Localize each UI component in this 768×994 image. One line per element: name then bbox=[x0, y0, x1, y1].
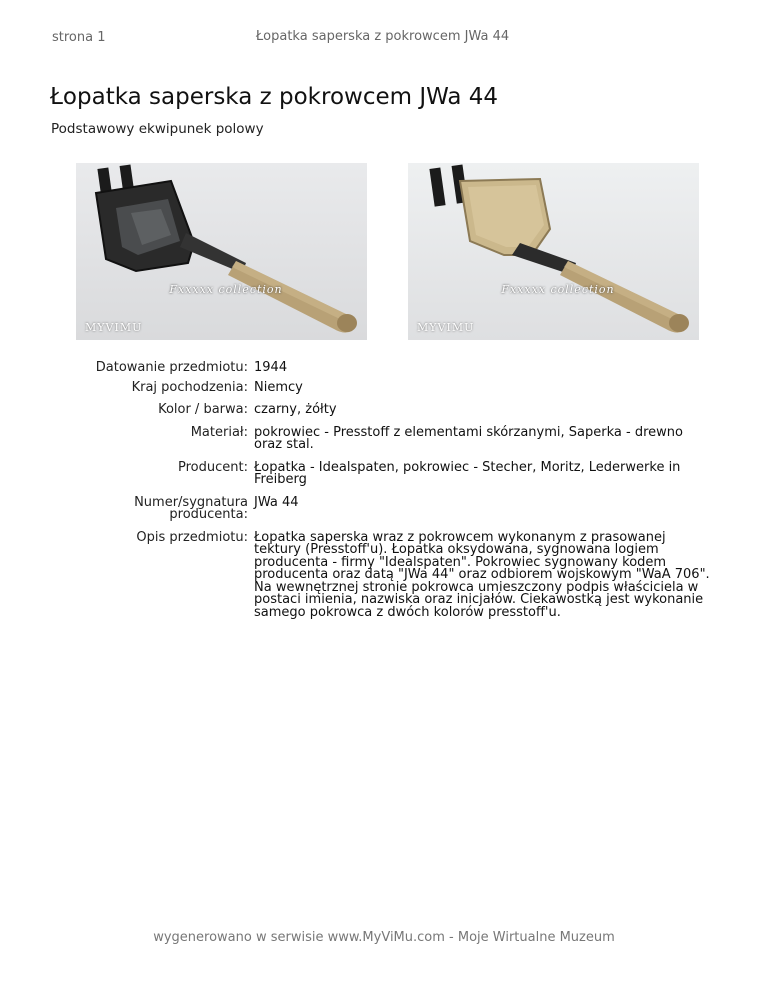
collection-watermark: Fxxxxx collection bbox=[169, 283, 283, 296]
photo-front[interactable] bbox=[76, 163, 367, 340]
detail-label: Opis przedmiotu: bbox=[136, 529, 248, 545]
detail-row-producer bbox=[0, 459, 768, 487]
detail-row-country bbox=[0, 379, 768, 395]
detail-label: Kolor / barwa: bbox=[158, 402, 248, 417]
detail-value: Łopatka saperska wraz z pokrowcem wykonanym z prasowanej tektury (Presstoff'u). Łopatka oksydowana, sygnowana logiem producenta - firmy "Idealspaten". Pokrowiec sygnowany kodem producenta oraz datą "JWa 44" oraz odbiorem wojskowym "WaA 706". Na wewnętrznej stronie pokrowca umieszczony podpis właściciela w postaci imienia, nazwiska oraz inicjałów. Ciekawostką jest wykonanie samego pokrowca z dwóch kolorów presstoff'u. bbox=[254, 529, 710, 620]
shovel-tan-cover-image bbox=[408, 163, 699, 340]
page-number: strona 1 bbox=[52, 30, 106, 45]
detail-value: Łopatka - Idealspaten, pokrowiec - Stecher, Moritz, Lederwerke in Freiberg bbox=[254, 459, 681, 487]
detail-label: Datowanie przedmiotu: bbox=[95, 360, 248, 375]
detail-value: JWa 44 bbox=[254, 494, 299, 510]
detail-row-color bbox=[0, 404, 768, 417]
detail-label: Materiał: bbox=[190, 424, 248, 440]
detail-value: 1944 bbox=[254, 360, 288, 375]
detail-row-material bbox=[0, 424, 768, 452]
detail-value: czarny, żółty bbox=[254, 402, 337, 417]
page-title: Łopatka saperska z pokrowcem JWa 44 bbox=[50, 84, 499, 110]
detail-row-description bbox=[0, 529, 768, 620]
shovel-black-cover-image bbox=[76, 163, 367, 340]
detail-label: Numer/sygnatura producenta: bbox=[134, 494, 248, 522]
detail-value: Niemcy bbox=[254, 379, 303, 395]
item-details bbox=[0, 362, 768, 626]
collection-watermark: Fxxxxx collection bbox=[501, 283, 615, 296]
photo-back[interactable] bbox=[408, 163, 699, 340]
detail-row-date bbox=[0, 362, 768, 375]
detail-label: Producent: bbox=[178, 459, 248, 475]
page-subtitle: Podstawowy ekwipunek polowy bbox=[51, 121, 264, 137]
page-footer: wygenerowano w serwisie www.MyViMu.com - Moje Wirtualne Muzeum bbox=[153, 930, 615, 945]
running-header-title: Łopatka saperska z pokrowcem JWa 44 bbox=[255, 29, 510, 44]
detail-label: Kraj pochodzenia: bbox=[131, 379, 248, 395]
myvimu-watermark: MYVIMU bbox=[85, 321, 143, 334]
myvimu-watermark: MYVIMU bbox=[417, 321, 475, 334]
detail-value: pokrowiec - Presstoff z elementami skórzanymi, Saperka - drewno oraz stal. bbox=[254, 424, 683, 452]
detail-row-signature bbox=[0, 494, 768, 522]
